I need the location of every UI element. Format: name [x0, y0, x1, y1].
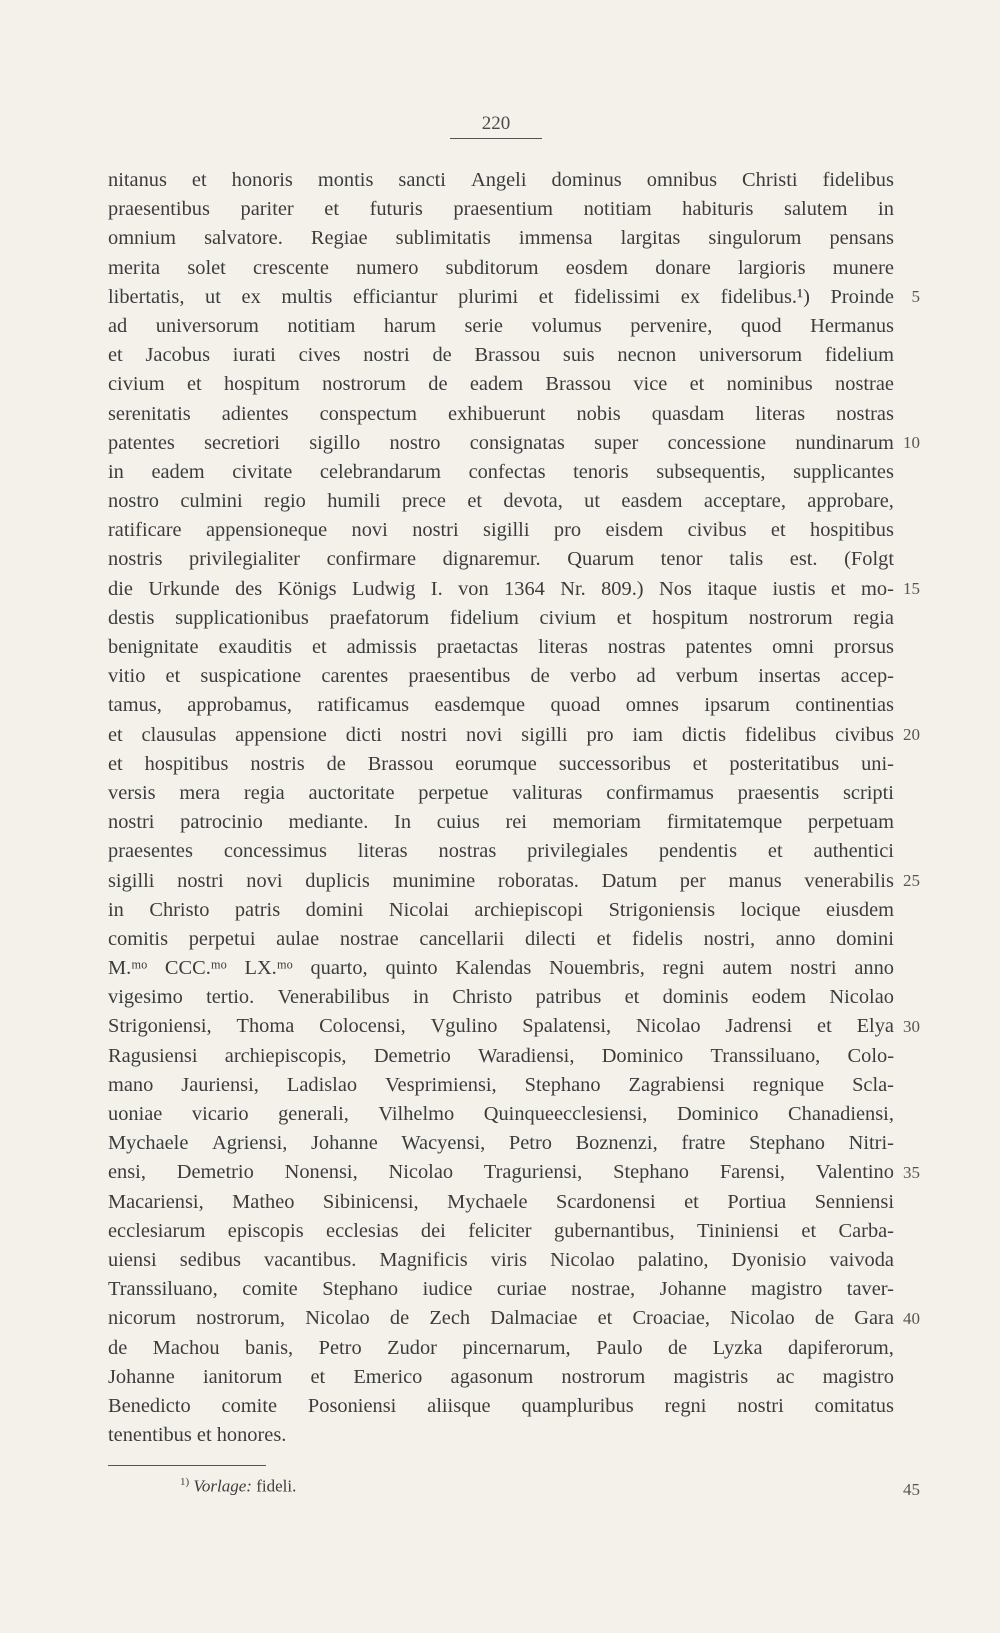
text-line: Mychaele Agriensi, Johanne Wacyensi, Petro Boznenzi, fratre Stephano Nitri- — [108, 1132, 894, 1155]
margin-line-number: 35 — [903, 1162, 920, 1182]
footnote-rule — [108, 1465, 266, 1466]
text-line: nostro culmini regio humili prece et devota, ut easdem acceptare, approbare, — [108, 490, 894, 513]
text-line: serenitatis adientes conspectum exhibuerunt nobis quasdam literas nostras — [108, 402, 894, 425]
text-line: patentes secretiori sigillo nostro consignatas super concessione nundinarum — [108, 431, 894, 454]
text-line: ratificare appensioneque novi nostri sigilli pro eisdem civibus et hospitibus — [108, 519, 894, 542]
text-line: Macariensi, Matheo Sibinicensi, Mychaele Scardonensi et Portiua Senniensi — [108, 1190, 894, 1213]
text-line: Transsiluano, comite Stephano iudice curiae nostrae, Johanne magistro taver- — [108, 1278, 894, 1301]
margin-line-number: 25 — [903, 870, 920, 890]
text-line: Johanne ianitorum et Emerico agasonum nostrorum magistris ac magistro — [108, 1365, 894, 1388]
text-line: die Urkunde des Königs Ludwig I. von 1364 Nr. 809.) Nos itaque iustis et mo- — [108, 577, 894, 600]
text-line: tenentibus et honores. — [108, 1424, 287, 1447]
text-line: praesentibus pariter et futuris praesentium notitiam habituris salutem in — [108, 198, 894, 221]
text-line: de Machou banis, Petro Zudor pincernarum, Paulo de Lyzka dapiferorum, — [108, 1336, 894, 1359]
footnote-text: fideli. — [256, 1476, 297, 1496]
margin-line-number: 30 — [903, 1016, 920, 1036]
text-line: Ragusiensi archiepiscopis, Demetrio Waradiensi, Dominico Transsiluano, Colo- — [108, 1044, 894, 1067]
text-line: versis mera regia auctoritate perpetue valituras confirmamus praesentis scripti — [108, 781, 894, 804]
text-line: ensi, Demetrio Nonensi, Nicolao Traguriensi, Stephano Farensi, Valentino — [108, 1161, 894, 1184]
text-line: et clausulas appensione dicti nostri novi sigilli pro iam dictis fidelibus civibus — [108, 723, 894, 746]
text-line: civium et hospitum nostrorum de eadem Brassou vice et nominibus nostrae — [108, 373, 894, 396]
text-line: uoniae vicario generali, Vilhelmo Quinqueecclesiensi, Dominico Chanadiensi, — [108, 1103, 894, 1125]
text-line: vigesimo tertio. Venerabilibus in Christo patribus et dominis eodem Nicolao — [108, 986, 894, 1009]
footnote-mark: 1) — [180, 1476, 190, 1488]
text-line: et hospitibus nostris de Brassou eorumque successoribus et posteritatibus uni- — [108, 752, 894, 775]
text-line: libertatis, ut ex multis efficiantur plurimi et fidelissimi ex fidelibus.¹) Proinde — [108, 285, 894, 308]
text-line: nostri patrocinio mediante. In cuius rei memoriam firmitatemque perpetuam — [108, 811, 894, 834]
text-line: destis supplicationibus praefatorum fidelium civium et hospitum nostrorum regia — [108, 606, 894, 629]
margin-line-number: 20 — [903, 724, 920, 744]
text-line: nostris privilegialiter confirmare dignaremur. Quarum tenor talis est. (Folgt — [108, 548, 894, 571]
text-line: tamus, approbamus, ratificamus easdemque quoad omnes ipsarum continentias — [108, 694, 894, 717]
text-line: mano Jauriensi, Ladislao Vesprimiensi, Stephano Zagrabiensi regnique Scla- — [108, 1073, 894, 1096]
margin-line-number: 10 — [903, 432, 920, 452]
text-line: merita solet crescente numero subditorum eosdem donare largioris munere — [108, 256, 894, 279]
text-line: et Jacobus iurati cives nostri de Brassou suis necnon universorum fidelium — [108, 344, 894, 367]
text-line: comitis perpetui aulae nostrae cancellarii dilecti et fidelis nostri, anno domini — [108, 927, 894, 950]
text-line: Strigoniensi, Thoma Colocensi, Vgulino Spalatensi, Nicolao Jadrensi et Elya — [108, 1015, 894, 1038]
text-line: praesentes concessimus literas nostras privilegiales pendentis et authentici — [108, 840, 894, 863]
text-line: benignitate exauditis et admissis praetactas literas nostras patentes omni prorsus — [108, 636, 894, 658]
margin-line-number: 15 — [903, 578, 920, 598]
text-line: nicorum nostrorum, Nicolao de Zech Dalmaciae et Croaciae, Nicolao de Gara — [108, 1307, 894, 1330]
text-line: ecclesiarum episcopis ecclesias dei feliciter gubernantibus, Tininiensi et Carba- — [108, 1219, 894, 1242]
footnote — [180, 1476, 296, 1497]
margin-line-number: 40 — [903, 1308, 920, 1328]
text-line: Benedicto comite Posoniensi aliisque quampluribus regni nostri comitatus — [108, 1394, 894, 1417]
text-line: M.ᵐᵒ CCC.ᵐᵒ LX.ᵐᵒ quarto, quinto Kalendas Nouembris, regni autem nostri anno — [108, 957, 894, 980]
body-text — [108, 166, 894, 1450]
margin-line-number: 45 — [903, 1480, 920, 1499]
text-line: omnium salvatore. Regiae sublimitatis immensa largitas singulorum pensans — [108, 227, 894, 250]
text-line: sigilli nostri novi duplicis munimine roboratas. Datum per manus venerabilis — [108, 869, 894, 892]
text-line: nitanus et honoris montis sancti Angeli dominus omnibus Christi fidelibus — [108, 169, 894, 191]
footnote-label: Vorlage: — [193, 1476, 252, 1496]
margin-line-number: 5 — [911, 286, 920, 306]
text-line: uiensi sedibus vacantibus. Magnificis viris Nicolao palatino, Dyonisio vaivoda — [108, 1248, 894, 1271]
text-line: in Christo patris domini Nicolai archiepiscopi Strigoniensis locique eiusdem — [108, 898, 894, 921]
text-line: in eadem civitate celebrandarum confectas tenoris subsequentis, supplicantes — [108, 460, 894, 483]
text-line: vitio et suspicatione carentes praesentibus de verbo ad verbum insertas accep- — [108, 665, 894, 688]
text-line: ad universorum notitiam harum serie volumus pervenire, quod Hermanus — [108, 314, 894, 337]
page-number: 220 — [450, 113, 542, 139]
